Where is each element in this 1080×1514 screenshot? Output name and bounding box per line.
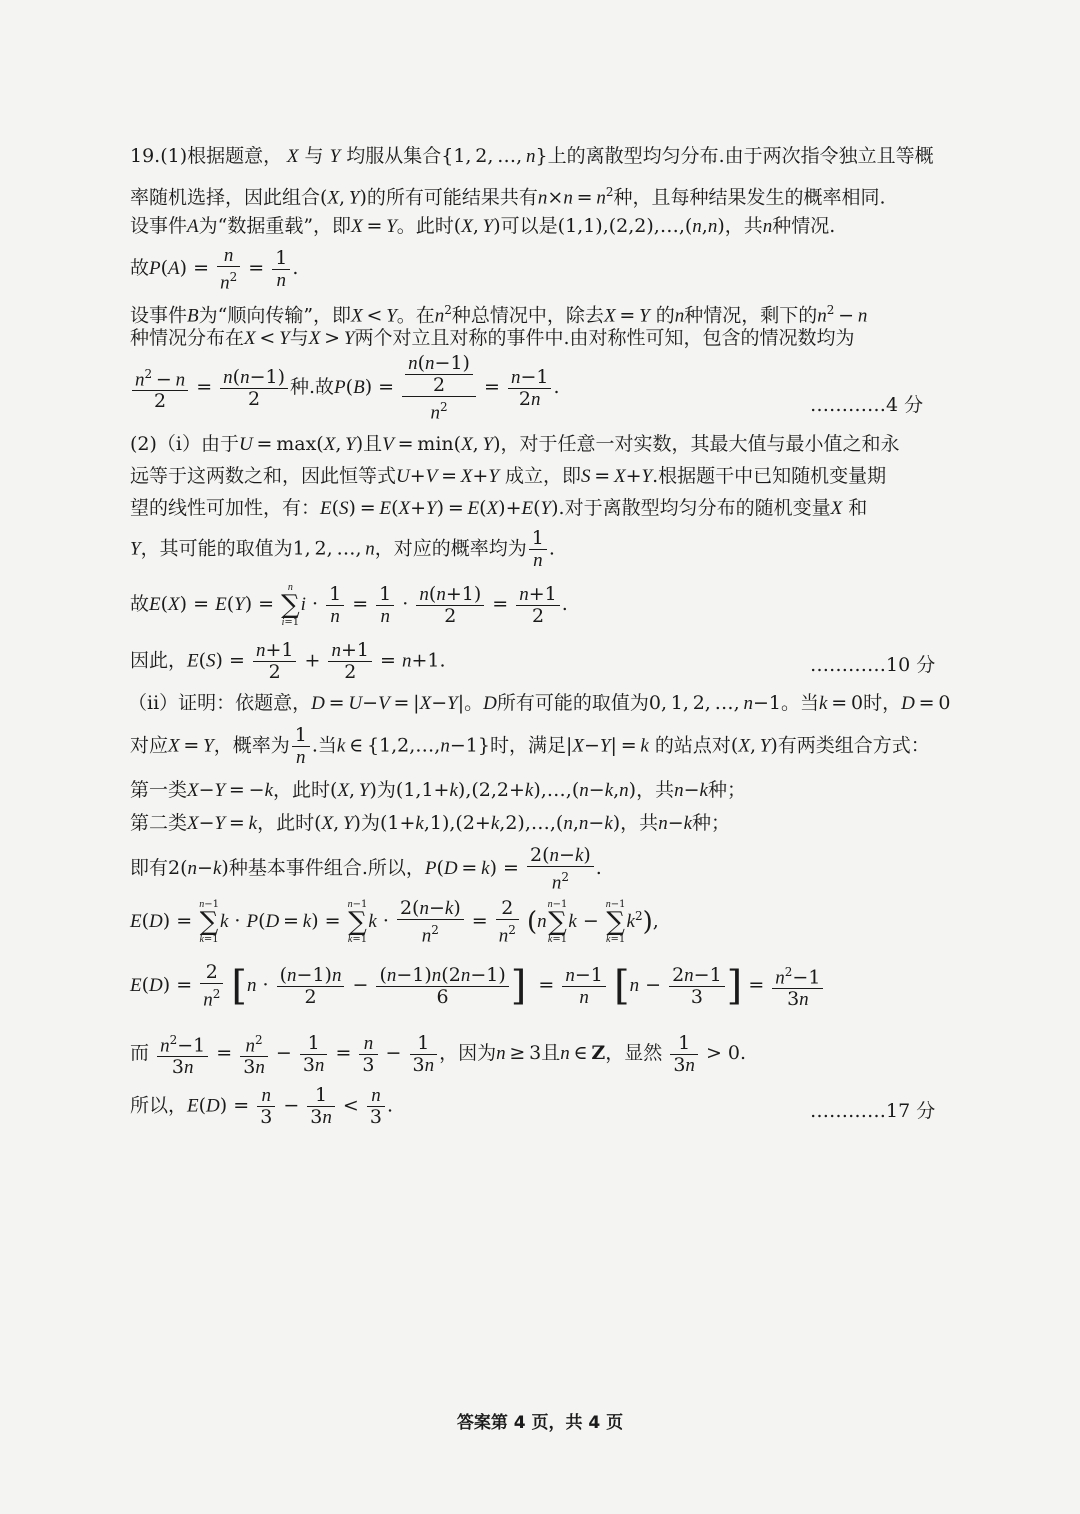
text-line: 设事件A为“数据重载”，即X = Y。此时(X, Y)可以是(1,1),(2,2),…,(n,n)，共n种情况. (130, 215, 836, 237)
formula-line: E(D) = n−1 ∑ k=1 k · P(D = k) = n−1 ∑ k=1 k · $\frac{2(n-k)}{n^2}$ = $\frac{2}{n^2}$ (n n−1 ∑ k=1 k − n−1 ∑ k=1 $k^2$), (130, 897, 659, 947)
formula-line: 即有2(n−k)种基本事件组合.所以，P(D = k) = $\frac{2(n-k)}{n^2}$ . (130, 844, 602, 894)
text-line: (2)（i）由于U = max(X, Y)且V = min(X, Y)，对于任意一对实数，其最大值与最小值之和永 (130, 433, 900, 455)
text-line: 种情况分布在X < Y与X > Y两个对立且对称的事件中.由对称性可知，包含的情况数均为 (130, 327, 855, 349)
text-line: Y，其可能的取值为1, 2, …, n，对应的概率均为 $\frac{1}{n}$ . (130, 527, 555, 571)
formula-line: $\frac{n^2 - n}{2}$ = $\frac{n(n-1)}{2}$ 种.故P(B) = $\frac{\frac{n(n-1)}{2}}{n^2}$ = $\frac{n-1}{2n}$ . (130, 353, 960, 423)
formula-line: E(D) = $\frac{2}{n^2}$ [n · $\frac{(n-1)n}{2}$ − $\frac{(n-1)n(2n-1)}{6}$ ] = $\frac{n-1}{n}$ [n − $\frac{2n-1}{3}$ ] = $\frac{n^2-1}{3n}$ (130, 962, 960, 1010)
text-line: 19.(1)根据题意， X 与 Y 均服从集合{1, 2, …, n}上的离散型均匀分布.由于两次指令独立且等概 (130, 145, 934, 167)
score-mark: …………10 分 (810, 654, 936, 676)
score-mark: …………4 分 (810, 394, 924, 416)
text-line: 设事件B为“顺向传输”，即X < Y。在$n^2$种总情况中，除去X = Y 的n种情况，剩下的$n^2 - n$ (130, 303, 868, 327)
text-line: 第二类X−Y = k，此时(X, Y)为(1+k,1),(2+k,2),…,(n,n−k)，共n−k种； (130, 812, 731, 834)
formula-line: 对应X = Y，概率为 $\frac{1}{n}$ .当k ∈ {1,2,…,n−1}时，满足|X−Y| = k 的站点对(X, Y)有两类组合方式： (130, 724, 930, 768)
page-footer: 答案第 4 页，共 4 页 (456, 1413, 624, 1433)
formula-line: 故E(X) = E(Y) = n ∑ i=1 i · $\frac{1}{n}$ = $\frac{1}{n}$ · $\frac{n(n+1)}{2}$ = $\frac{n+1}{2}$ . (130, 582, 568, 628)
text-line: 率随机选择，因此组合(X, Y)的所有可能结果共有$n\times n = n^2$种，且每种结果发生的概率相同. (130, 185, 886, 209)
formula-line: 故P(A) = $\frac{n}{n^2}$ = $\frac{1}{n}$ . (130, 245, 299, 294)
score-mark: …………17 分 (810, 1100, 936, 1122)
text-line: 远等于这两数之和，因此恒等式U+V = X+Y 成立，即S = X+Y.根据题干中已知随机变量期 (130, 465, 887, 487)
formula-line: 所以，E(D) = $\frac{n}{3}$ − $\frac{1}{3n}$ < $\frac{n}{3}$ . (130, 1084, 394, 1128)
formula-line: 因此，E(S) = $\frac{n+1}{2}$ + $\frac{n+1}{2}$ = n+1. (130, 639, 446, 683)
text-line: 望的线性可加性，有：E(S) = E(X+Y) = E(X)+E(Y).对于离散型均匀分布的随机变量X 和 (130, 497, 868, 519)
text-line: （ii）证明：依题意，D = U−V = |X−Y|。D所有可能的取值为0, 1, 2, …, n−1。当k = 0时，D = 0 (128, 692, 951, 714)
text-line: 第一类X−Y = −k，此时(X, Y)为(1,1+k),(2,2+k),…,(n−k,n)，共n−k种； (130, 779, 746, 801)
formula-line: 而 $\frac{n^2-1}{3n}$ = $\frac{n^2}{3n}$ − $\frac{1}{3n}$ = $\frac{n}{3}$ − $\frac{1}{3n}$ ，因为n ≥ 3且n ∈ Z，显然 $\frac{1}{3n}$ > 0. (130, 1031, 747, 1079)
